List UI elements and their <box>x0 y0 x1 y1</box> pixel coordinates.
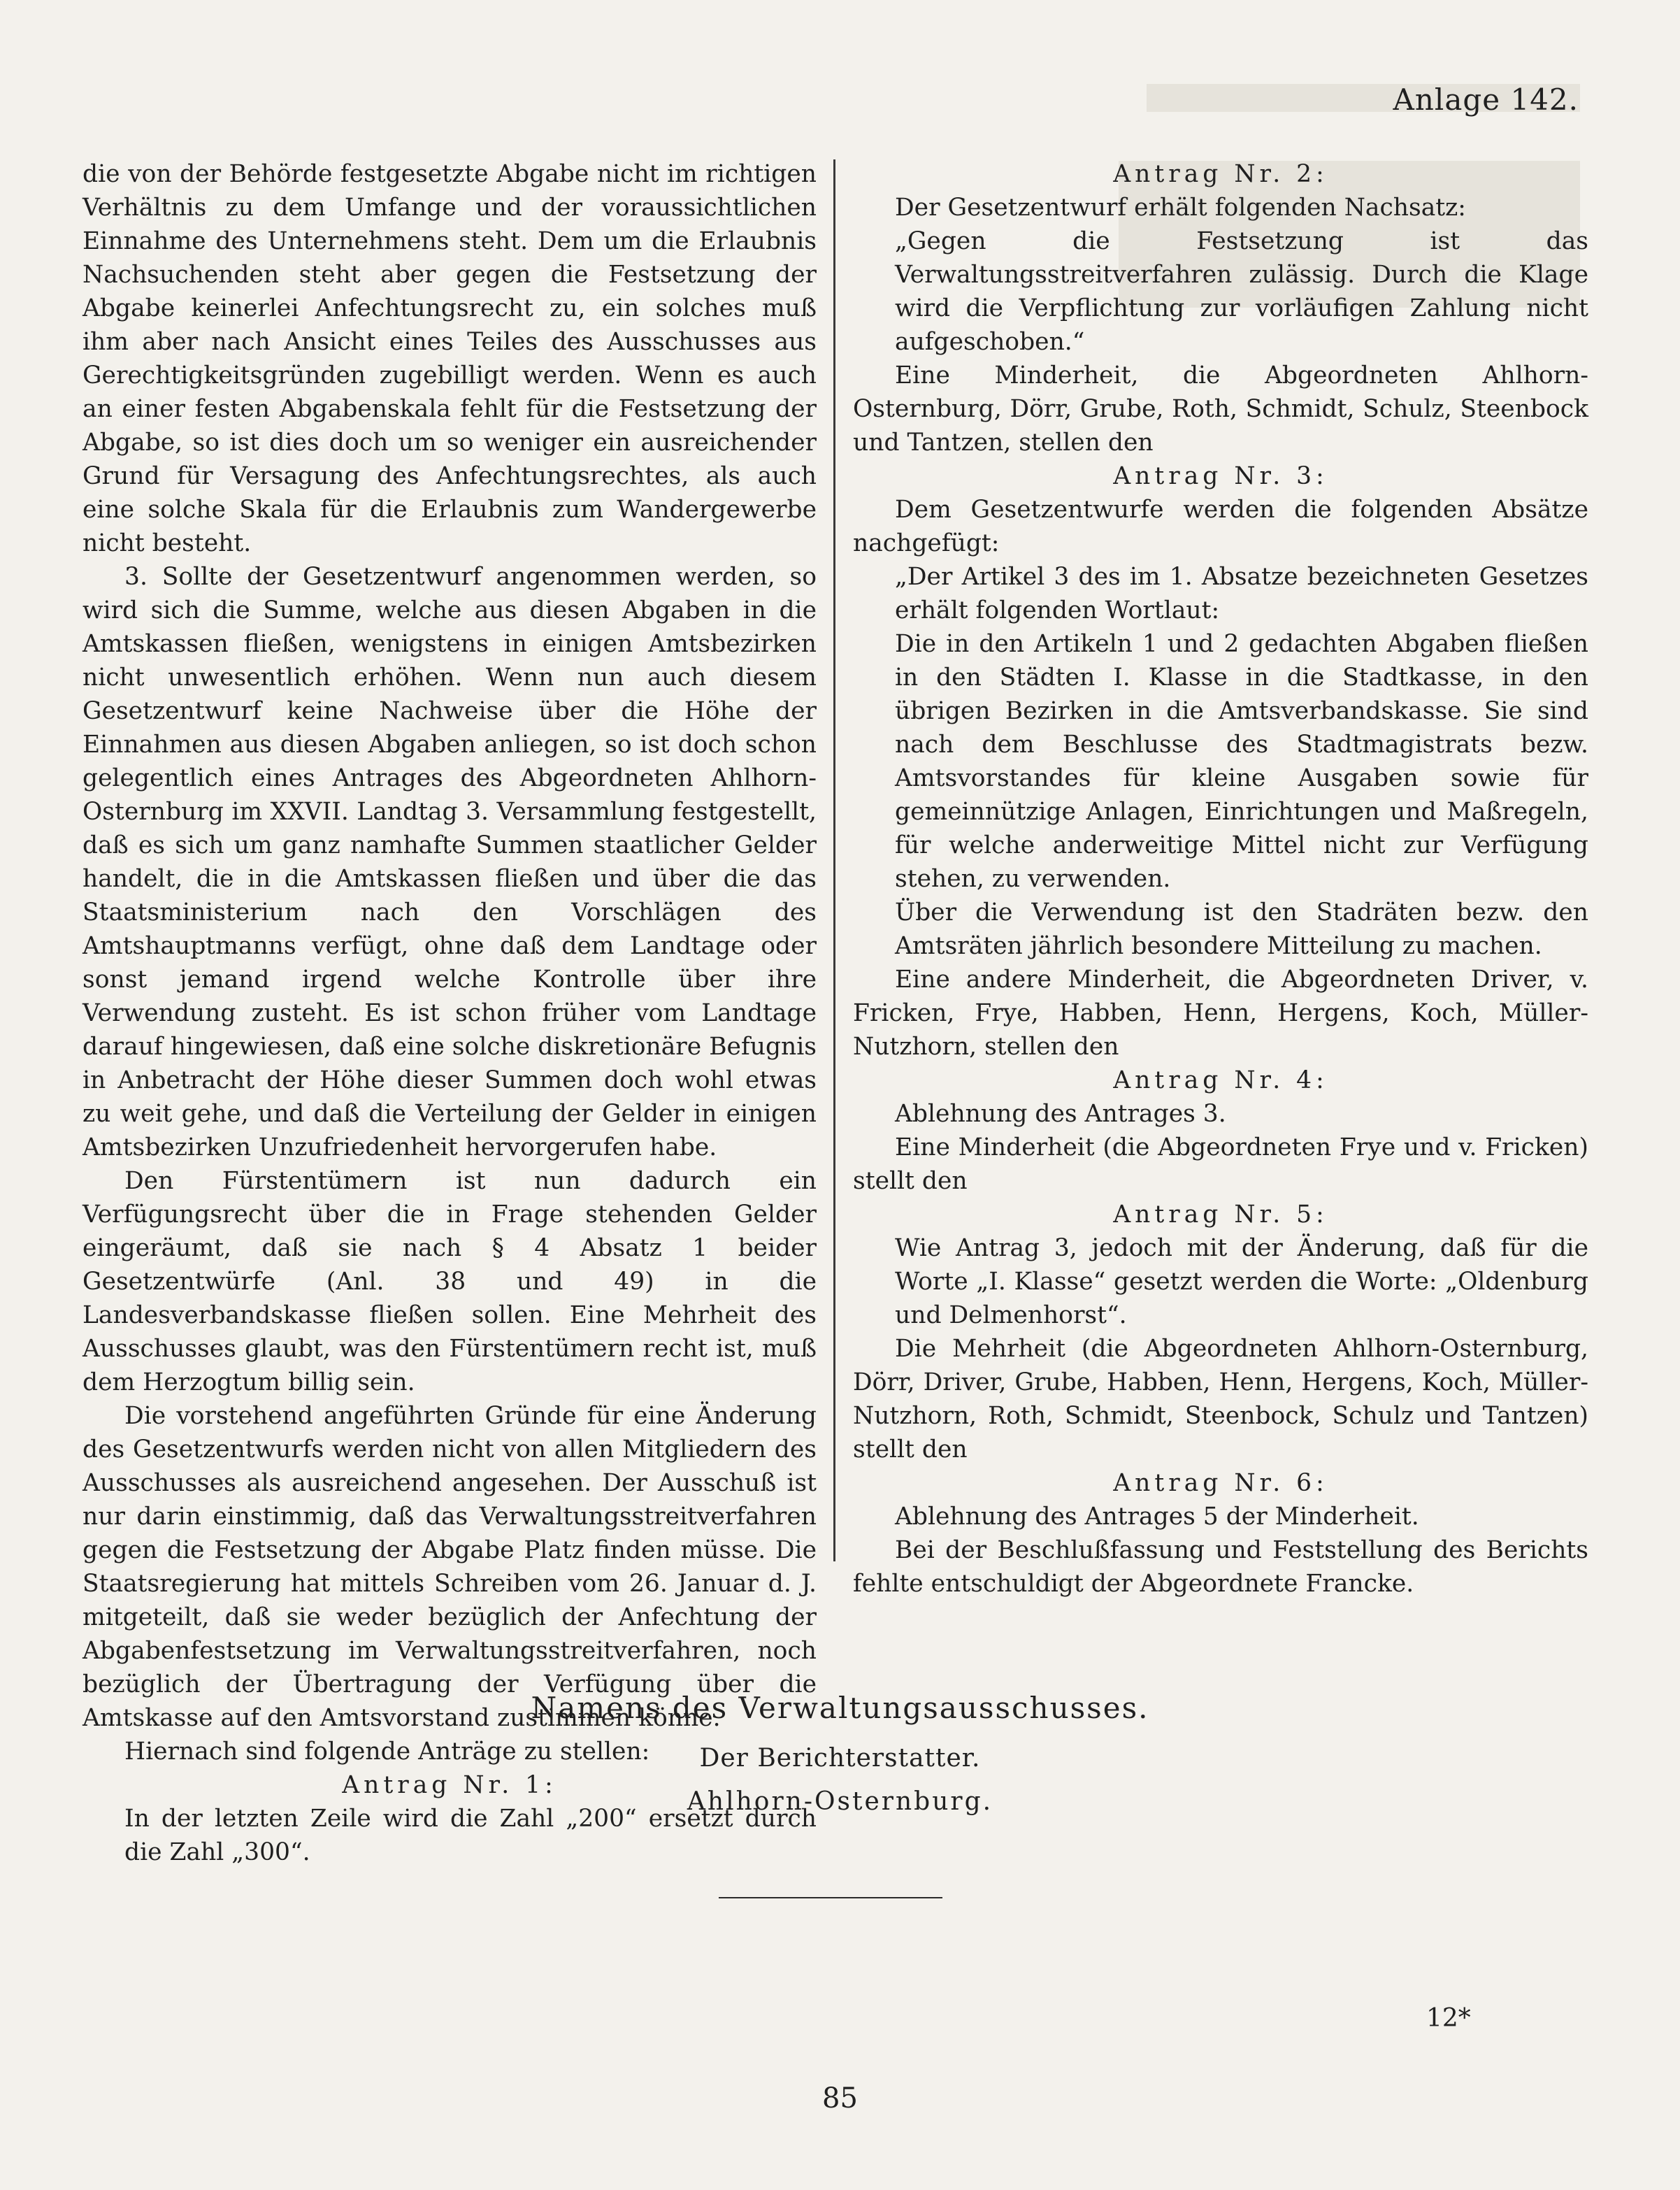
sheet-signature-mark: 12* <box>1426 2004 1471 2033</box>
closing-note: Bei der Beschlußfassung und Feststellung des Berichts fehlte entschuldigt der Abgeordnete Francke. <box>853 1536 1588 1598</box>
motion-5-text: Wie Antrag 3, jedoch mit der Änderung, daß für die Worte „I. Klasse“ gesetzt werden die Worte: „Oldenburg und Delmenhorst“. <box>895 1234 1588 1329</box>
motion-1-heading: Antrag Nr. 1: <box>342 1771 557 1799</box>
majority: Die Mehrheit (die Abgeordneten Ahlhorn-Osternburg, Dörr, Driver, Grube, Habben, Henn, Hergens, Koch, Müller-Nutzhorn, Roth, Schmidt, Steenbock, Schulz und Tantzen) stellt den <box>853 1335 1588 1463</box>
paragraph: Hiernach sind folgende Anträge zu stellen: <box>124 1738 650 1766</box>
left-column <box>82 157 817 1869</box>
motion-6-text: Ablehnung des Antrages 5 der Minderheit. <box>895 1503 1419 1531</box>
motion-4-text: Ablehnung des Antrages 3. <box>895 1100 1226 1128</box>
paragraph: Die vorstehend angeführten Gründe für eine Änderung des Gesetzentwurfs werden nicht von allen Mitgliedern des Ausschusses als ausreichend angesehen. Der Ausschuß ist nur darin einstimmig, daß das Verwaltungsstreitverfahren gegen die Festsetzung der Abgabe Platz finden müsse. Die Staatsregierung hat mittels Schreiben vom 26. Januar d. J. mitgeteilt, daß sie weder bezüglich der Anfechtung der Abgabenfestsetzung im Verwaltungsstreitverfahren, noch bezüglich der Übertragung der Verfügung über die Amtskasse auf den Amtsvorstand zustimmen könne. <box>82 1402 817 1732</box>
motion-6-heading: Antrag Nr. 6: <box>1113 1469 1328 1497</box>
motion-2-intro: Der Gesetzentwurf erhält folgenden Nachsatz: <box>895 194 1466 222</box>
right-column <box>853 157 1588 1601</box>
minority-1: Eine Minderheit, die Abgeordneten Ahlhorn-Osternburg, Dörr, Grube, Roth, Schmidt, Schulz, Steenbock und Tantzen, stellen den <box>853 362 1588 457</box>
motion-3-body: Die in den Artikeln 1 und 2 gedachten Abgaben fließen in den Städten I. Klasse in die Stadtkasse, in den übrigen Bezirken in die Amtsverbandskasse. Sie sind nach dem Beschlusse des Stadtmagistrats bezw. Amtsvorstandes für kleine Ausgaben sowie für gemeinnützige Anlagen, Einrichtungen und Maßregeln, für welche anderweitige Mittel nicht zur Verfügung stehen, zu verwenden. <box>895 630 1588 893</box>
motion-2-heading: Antrag Nr. 2: <box>1113 160 1328 188</box>
closing-rule <box>719 1897 942 1898</box>
motion-3-quote: „Der Artikel 3 des im 1. Absatze bezeichneten Gesetzes erhält folgenden Wortlaut: <box>895 563 1588 624</box>
motion-3-body-2: Über die Verwendung ist den Stadräten bezw. den Amtsräten jährlich besondere Mitteilung zu machen. <box>895 899 1588 960</box>
motion-4-heading: Antrag Nr. 4: <box>1113 1066 1328 1094</box>
motion-3-intro: Dem Gesetzentwurfe werden die folgenden Absätze nachgefügt: <box>853 496 1588 557</box>
committee-signature: Namens des Verwaltungsausschusses. <box>531 1691 1149 1725</box>
page-number: 85 <box>822 2082 858 2114</box>
annex-label: Anlage 142. <box>1393 83 1579 117</box>
motion-2-quote: „Gegen die Festsetzung ist das Verwaltungsstreitverfahren zulässig. Durch die Klage wird die Verpflichtung zur vorläufigen Zahlung nicht aufgeschoben.“ <box>895 227 1588 356</box>
minority-3: Eine Minderheit (die Abgeordneten Frye und v. Fricken) stellt den <box>853 1133 1588 1195</box>
minority-2: Eine andere Minderheit, die Abgeordneten Driver, v. Fricken, Frye, Habben, Henn, Hergens, Koch, Müller-Nutzhorn, stellen den <box>853 966 1588 1061</box>
rapporteur-title: Der Berichterstatter. <box>699 1744 981 1773</box>
column-divider <box>833 159 835 1561</box>
rapporteur-name: Ahlhorn-Osternburg. <box>687 1787 993 1816</box>
motion-1-text: In der letzten Zeile wird die Zahl „200“ ersetzt durch die Zahl „300“. <box>124 1805 817 1866</box>
paragraph: die von der Behörde festgesetzte Abgabe nicht im richtigen Verhältnis zu dem Umfange und der voraussichtlichen Einnahme des Unternehmens steht. Dem um die Erlaubnis Nachsuchenden steht aber gegen die Festsetzung der Abgabe keinerlei Anfechtungsrecht zu, ein solches muß ihm aber nach Ansicht eines Teiles des Ausschusses aus Gerechtigkeitsgründen zugebilligt werden. Wenn es auch an einer festen Abgabenskala fehlt für die Festsetzung der Abgabe, so ist dies doch um so weniger ein ausreichender Grund für Versagung des Anfechtungsrechtes, als auch eine solche Skala für die Erlaubnis zum Wandergewerbe nicht besteht. <box>82 160 817 557</box>
paragraph: Den Fürstentümern ist nun dadurch ein Verfügungsrecht über die in Frage stehenden Gelder eingeräumt, daß sie nach § 4 Absatz 1 beider Gesetzentwürfe (Anl. 38 und 49) in die Landesverbandskasse fließen sollen. Eine Mehrheit des Ausschusses glaubt, was den Fürstentümern recht ist, muß dem Herzogtum billig sein. <box>82 1167 817 1396</box>
motion-3-heading: Antrag Nr. 3: <box>1113 462 1328 490</box>
paragraph: 3. Sollte der Gesetzentwurf angenommen werden, so wird sich die Summe, welche aus diesen Abgaben in die Amtskassen fließen, wenigstens in einigen Amtsbezirken nicht unwesentlich erhöhen. Wenn nun auch diesem Gesetzentwurf keine Nachweise über die Höhe der Einnahmen aus diesen Abgaben anliegen, so ist doch schon gelegentlich eines Antrages des Abgeordneten Ahlhorn-Osternburg im XXVII. Landtag 3. Versammlung festgestellt, daß es sich um ganz namhafte Summen staatlicher Gelder handelt, die in die Amtskassen fließen und über die das Staatsministerium nach den Vorschlägen des Amtshauptmanns verfügt, ohne daß dem Landtage oder sonst jemand irgend welche Kontrolle über ihre Verwendung zusteht. Es ist schon früher vom Landtage darauf hingewiesen, daß eine solche diskretionäre Befugnis in Anbetracht der Höhe dieser Summen doch wohl etwas zu weit gehe, und daß die Verteilung der Gelder in einigen Amtsbezirken Unzufriedenheit hervorgerufen habe. <box>82 563 817 1161</box>
motion-5-heading: Antrag Nr. 5: <box>1113 1201 1328 1229</box>
